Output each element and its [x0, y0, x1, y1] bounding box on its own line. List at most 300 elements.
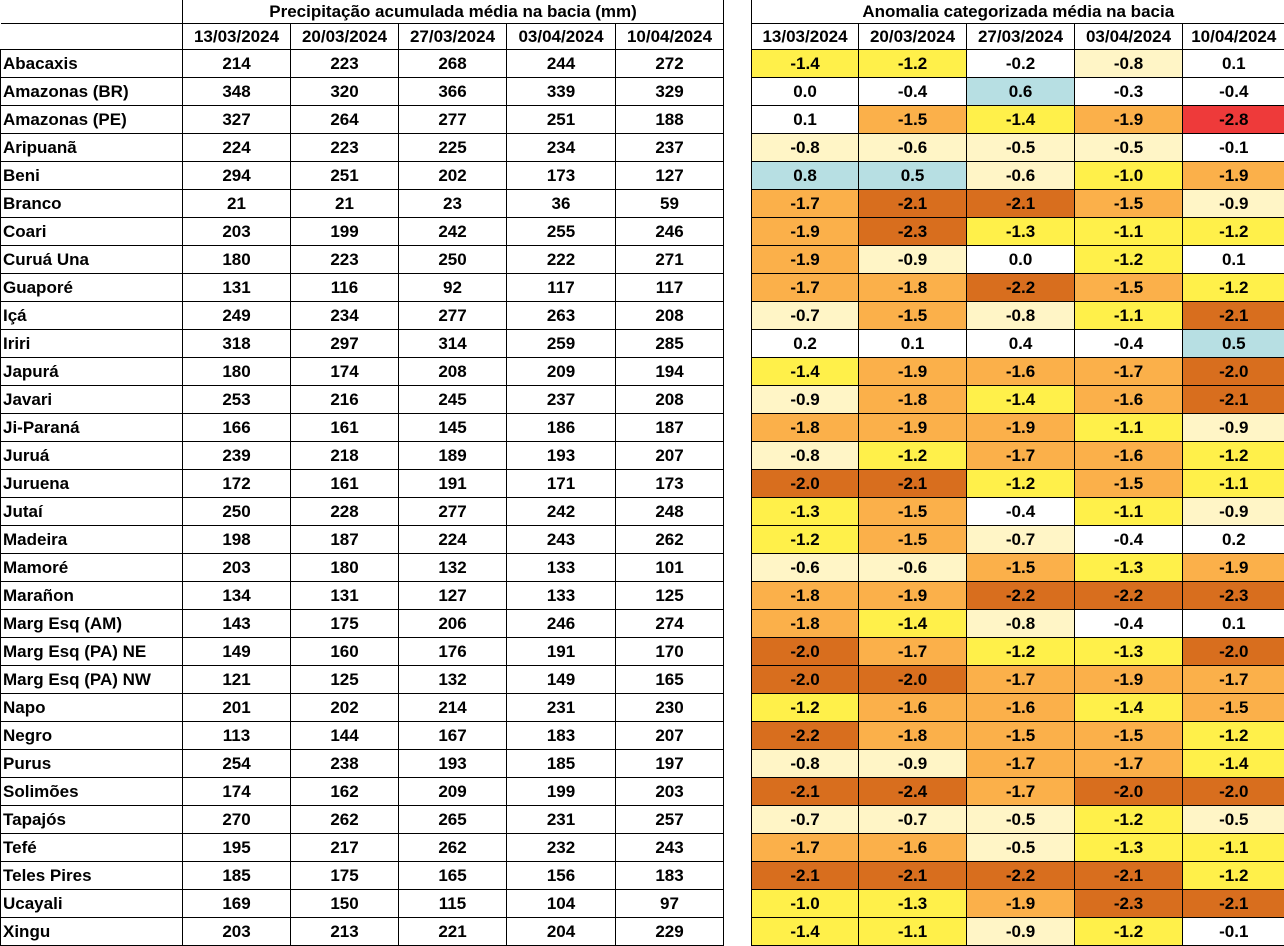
anomaly-cell: -2.1 [1075, 861, 1183, 889]
anomaly-cell: -0.8 [752, 749, 859, 777]
anomaly-cell: 0.5 [1183, 329, 1284, 357]
gap-cell [724, 385, 752, 413]
anomaly-cell: -1.3 [1075, 833, 1183, 861]
precip-cell: 188 [616, 105, 724, 133]
anomaly-cell: -1.0 [752, 889, 859, 917]
precip-cell: 185 [183, 861, 291, 889]
precip-cell: 250 [183, 497, 291, 525]
anomaly-cell: -1.5 [1075, 721, 1183, 749]
table-row [1, 553, 1284, 581]
gap-cell [724, 833, 752, 861]
anomaly-cell: -0.1 [1183, 917, 1284, 945]
gap-cell [724, 441, 752, 469]
anomaly-cell: -0.9 [859, 245, 967, 273]
anomaly-cell: -0.9 [1183, 497, 1284, 525]
anomaly-cell: -1.1 [859, 917, 967, 945]
gap-cell [724, 189, 752, 217]
anomaly-cell: -1.4 [967, 385, 1075, 413]
basin-name: Beni [1, 161, 183, 189]
anom-date-header: 10/04/2024 [1183, 23, 1284, 49]
precip-cell: 186 [507, 413, 616, 441]
anomaly-cell: -1.3 [1075, 553, 1183, 581]
table-row [1, 301, 1284, 329]
precip-cell: 171 [507, 469, 616, 497]
anomaly-cell: -1.2 [752, 693, 859, 721]
precip-cell: 262 [399, 833, 507, 861]
precip-date-header: 13/03/2024 [183, 23, 291, 49]
anomaly-cell: -1.7 [1183, 665, 1284, 693]
precip-cell: 149 [183, 637, 291, 665]
anomaly-cell: -0.5 [967, 133, 1075, 161]
basin-name: Solimões [1, 777, 183, 805]
anomaly-cell: -2.0 [859, 665, 967, 693]
precip-cell: 285 [616, 329, 724, 357]
precip-cell: 131 [183, 273, 291, 301]
precip-cell: 203 [616, 777, 724, 805]
gap-cell [724, 637, 752, 665]
anomaly-cell: 0.1 [1183, 609, 1284, 637]
precip-cell: 327 [183, 105, 291, 133]
basin-name: Napo [1, 693, 183, 721]
precip-cell: 150 [291, 889, 399, 917]
precip-cell: 21 [291, 189, 399, 217]
precip-cell: 224 [399, 525, 507, 553]
table-row [1, 609, 1284, 637]
anomaly-cell: -0.9 [1183, 189, 1284, 217]
precip-cell: 203 [183, 553, 291, 581]
precip-cell: 229 [616, 917, 724, 945]
table-row [1, 581, 1284, 609]
precip-cell: 173 [616, 469, 724, 497]
anomaly-cell: -1.5 [1075, 469, 1183, 497]
anomaly-cell: -0.8 [1075, 49, 1183, 77]
precip-cell: 277 [399, 497, 507, 525]
anomaly-cell: -2.2 [967, 273, 1075, 301]
precip-cell: 366 [399, 77, 507, 105]
anomaly-cell: -2.2 [1075, 581, 1183, 609]
basin-name: Iriri [1, 329, 183, 357]
anomaly-cell: -2.0 [1183, 357, 1284, 385]
gap-cell [724, 105, 752, 133]
table-row [1, 917, 1284, 945]
table-row [1, 357, 1284, 385]
gap-cell [724, 217, 752, 245]
table-row [1, 77, 1284, 105]
precip-cell: 176 [399, 637, 507, 665]
anomaly-cell: 0.2 [752, 329, 859, 357]
precip-cell: 191 [507, 637, 616, 665]
precip-cell: 262 [616, 525, 724, 553]
precip-cell: 216 [291, 385, 399, 413]
gap-cell [724, 609, 752, 637]
precip-cell: 104 [507, 889, 616, 917]
precip-cell: 160 [291, 637, 399, 665]
anomaly-cell: -0.4 [1075, 609, 1183, 637]
anomaly-cell: -1.9 [859, 413, 967, 441]
precip-cell: 239 [183, 441, 291, 469]
precip-cell: 183 [507, 721, 616, 749]
precip-cell: 237 [507, 385, 616, 413]
anomaly-cell: -1.6 [1075, 385, 1183, 413]
precip-cell: 224 [183, 133, 291, 161]
precip-cell: 243 [616, 833, 724, 861]
anomaly-cell: -1.5 [967, 721, 1075, 749]
basin-name: Guaporé [1, 273, 183, 301]
basin-name: Amazonas (BR) [1, 77, 183, 105]
anomaly-cell: -2.1 [859, 469, 967, 497]
anomaly-cell: -2.1 [859, 861, 967, 889]
anomaly-cell: -1.2 [1183, 721, 1284, 749]
table-row [1, 161, 1284, 189]
precip-cell: 209 [507, 357, 616, 385]
precip-cell: 201 [183, 693, 291, 721]
precip-cell: 207 [616, 441, 724, 469]
gap-cell [724, 301, 752, 329]
anomaly-cell: -0.7 [859, 805, 967, 833]
precip-cell: 277 [399, 105, 507, 133]
anomaly-cell: -0.8 [967, 609, 1075, 637]
precip-cell: 217 [291, 833, 399, 861]
precip-cell: 230 [616, 693, 724, 721]
anomaly-cell: -1.7 [967, 749, 1075, 777]
precip-cell: 172 [183, 469, 291, 497]
basin-name: Tefé [1, 833, 183, 861]
precip-cell: 185 [507, 749, 616, 777]
gap-cell [724, 917, 752, 945]
anomaly-cell: -0.9 [752, 385, 859, 413]
anomaly-cell: -0.6 [859, 133, 967, 161]
table-row [1, 49, 1284, 77]
anomaly-cell: 0.4 [967, 329, 1075, 357]
anomaly-cell: -1.2 [1075, 917, 1183, 945]
table-row [1, 385, 1284, 413]
gap-cell [724, 721, 752, 749]
anomaly-cell: -2.1 [1183, 385, 1284, 413]
precip-title: Precipitação acumulada média na bacia (mm) [183, 0, 724, 23]
anomaly-cell: -2.0 [752, 665, 859, 693]
anomaly-cell: -1.2 [859, 49, 967, 77]
anomaly-cell: -1.4 [752, 357, 859, 385]
precip-cell: 125 [291, 665, 399, 693]
anomaly-cell: -2.3 [859, 217, 967, 245]
anomaly-cell: 0.6 [967, 77, 1075, 105]
basin-name: Mamoré [1, 553, 183, 581]
precip-cell: 272 [616, 49, 724, 77]
anom-date-header: 27/03/2024 [967, 23, 1075, 49]
basin-name: Ucayali [1, 889, 183, 917]
precip-cell: 175 [291, 609, 399, 637]
anomaly-cell: -1.1 [1075, 217, 1183, 245]
precip-cell: 121 [183, 665, 291, 693]
anomaly-cell: -0.6 [967, 161, 1075, 189]
anom-date-header: 13/03/2024 [752, 23, 859, 49]
precip-cell: 231 [507, 693, 616, 721]
anomaly-cell: -1.8 [859, 385, 967, 413]
precip-cell: 117 [616, 273, 724, 301]
precip-cell: 132 [399, 553, 507, 581]
table-row [1, 721, 1284, 749]
precip-cell: 36 [507, 189, 616, 217]
anomaly-cell: -0.4 [859, 77, 967, 105]
precip-cell: 161 [291, 413, 399, 441]
precip-cell: 274 [616, 609, 724, 637]
gap-cell [724, 357, 752, 385]
precip-cell: 204 [507, 917, 616, 945]
precip-cell: 320 [291, 77, 399, 105]
anomaly-cell: -1.3 [752, 497, 859, 525]
basin-name: Içá [1, 301, 183, 329]
precip-cell: 208 [399, 357, 507, 385]
precip-cell: 101 [616, 553, 724, 581]
precip-cell: 231 [507, 805, 616, 833]
anomaly-cell: -0.8 [752, 441, 859, 469]
anomaly-cell: -1.1 [1183, 833, 1284, 861]
precip-cell: 193 [399, 749, 507, 777]
precip-cell: 195 [183, 833, 291, 861]
precip-cell: 251 [291, 161, 399, 189]
precip-cell: 203 [183, 217, 291, 245]
basin-name: Tapajós [1, 805, 183, 833]
precip-cell: 234 [507, 133, 616, 161]
precip-cell: 218 [291, 441, 399, 469]
precip-cell: 221 [399, 917, 507, 945]
precip-cell: 243 [507, 525, 616, 553]
precip-cell: 271 [616, 245, 724, 273]
precip-cell: 225 [399, 133, 507, 161]
anomaly-cell: -1.9 [1075, 665, 1183, 693]
precip-cell: 193 [507, 441, 616, 469]
gap-cell [724, 77, 752, 105]
table-row [1, 105, 1284, 133]
anomaly-cell: -1.9 [1183, 161, 1284, 189]
anomaly-cell: -1.2 [752, 525, 859, 553]
anomaly-cell: -1.4 [967, 105, 1075, 133]
anomaly-cell: -1.5 [859, 105, 967, 133]
precip-cell: 189 [399, 441, 507, 469]
precip-cell: 113 [183, 721, 291, 749]
basin-name: Javari [1, 385, 183, 413]
anomaly-cell: -2.1 [1183, 301, 1284, 329]
anomaly-cell: -1.8 [752, 581, 859, 609]
precip-cell: 242 [399, 217, 507, 245]
anomaly-cell: 0.2 [1183, 525, 1284, 553]
table-row [1, 889, 1284, 917]
anomaly-cell: -1.6 [859, 693, 967, 721]
anomaly-cell: -2.3 [1075, 889, 1183, 917]
precip-cell: 187 [616, 413, 724, 441]
precip-cell: 197 [616, 749, 724, 777]
anomaly-cell: 0.0 [752, 77, 859, 105]
precip-cell: 170 [616, 637, 724, 665]
gap-cell [724, 861, 752, 889]
table-row [1, 637, 1284, 665]
precip-date-header: 03/04/2024 [507, 23, 616, 49]
anomaly-cell: -0.7 [967, 525, 1075, 553]
anomaly-cell: -2.0 [1075, 777, 1183, 805]
precip-cell: 198 [183, 525, 291, 553]
precip-cell: 228 [291, 497, 399, 525]
table-row [1, 525, 1284, 553]
precip-date-header: 27/03/2024 [399, 23, 507, 49]
precip-cell: 208 [616, 385, 724, 413]
anomaly-cell: -0.9 [1183, 413, 1284, 441]
precip-cell: 92 [399, 273, 507, 301]
anomaly-cell: -1.2 [1183, 861, 1284, 889]
precip-cell: 174 [183, 777, 291, 805]
precip-cell: 174 [291, 357, 399, 385]
anomaly-cell: 0.1 [1183, 245, 1284, 273]
precip-cell: 127 [616, 161, 724, 189]
precip-cell: 238 [291, 749, 399, 777]
precip-cell: 162 [291, 777, 399, 805]
table-row [1, 273, 1284, 301]
anomaly-cell: -1.2 [1183, 273, 1284, 301]
anomaly-cell: -0.4 [967, 497, 1075, 525]
anomaly-cell: -0.8 [967, 301, 1075, 329]
anomaly-cell: -1.1 [1075, 497, 1183, 525]
precip-cell: 203 [183, 917, 291, 945]
basin-name: Madeira [1, 525, 183, 553]
gap-cell [724, 273, 752, 301]
anomaly-cell: 0.1 [752, 105, 859, 133]
anomaly-cell: -2.8 [1183, 105, 1284, 133]
anomaly-cell: -1.8 [752, 609, 859, 637]
anomaly-cell: -2.1 [967, 189, 1075, 217]
precip-cell: 268 [399, 49, 507, 77]
anomaly-cell: -0.5 [967, 805, 1075, 833]
precip-cell: 263 [507, 301, 616, 329]
anomaly-cell: -1.8 [859, 721, 967, 749]
table-row [1, 413, 1284, 441]
table-row [1, 441, 1284, 469]
anomaly-cell: -1.1 [1183, 469, 1284, 497]
corner-cell [1, 23, 183, 49]
table-row [1, 777, 1284, 805]
gap-cell [724, 49, 752, 77]
anomaly-cell: -1.1 [1075, 413, 1183, 441]
precip-cell: 165 [616, 665, 724, 693]
anomaly-cell: -0.9 [967, 917, 1075, 945]
basin-name: Xingu [1, 917, 183, 945]
basin-name: Japurá [1, 357, 183, 385]
precip-cell: 277 [399, 301, 507, 329]
anomaly-cell: -1.9 [859, 581, 967, 609]
anomaly-cell: -1.6 [967, 693, 1075, 721]
precip-cell: 133 [507, 553, 616, 581]
basin-name: Ji-Paraná [1, 413, 183, 441]
anom-date-header: 03/04/2024 [1075, 23, 1183, 49]
anomaly-cell: -1.7 [967, 665, 1075, 693]
anomaly-cell: -0.7 [752, 301, 859, 329]
anomaly-cell: 0.1 [859, 329, 967, 357]
anomaly-cell: -2.3 [1183, 581, 1284, 609]
anomaly-cell: -2.1 [859, 189, 967, 217]
table-row [1, 665, 1284, 693]
precip-cell: 187 [291, 525, 399, 553]
anomaly-cell: -1.7 [752, 833, 859, 861]
table-row [1, 469, 1284, 497]
table-row [1, 217, 1284, 245]
anomaly-cell: -1.9 [967, 413, 1075, 441]
table-row [1, 189, 1284, 217]
table-row [1, 861, 1284, 889]
basin-name: Juruá [1, 441, 183, 469]
gap-cell [724, 665, 752, 693]
anomaly-cell: -1.4 [752, 917, 859, 945]
precip-cell: 223 [291, 245, 399, 273]
basin-name: Marg Esq (PA) NW [1, 665, 183, 693]
anomaly-cell: -1.8 [752, 413, 859, 441]
precip-cell: 222 [507, 245, 616, 273]
precip-cell: 255 [507, 217, 616, 245]
table-row [1, 833, 1284, 861]
precip-cell: 199 [291, 217, 399, 245]
anomaly-cell: -1.6 [1075, 441, 1183, 469]
anomaly-cell: -1.9 [967, 889, 1075, 917]
anomaly-cell: -2.0 [752, 469, 859, 497]
precip-cell: 209 [399, 777, 507, 805]
gap-cell [724, 133, 752, 161]
precip-cell: 161 [291, 469, 399, 497]
anomaly-cell: -0.5 [1183, 805, 1284, 833]
anomaly-cell: -1.2 [1183, 217, 1284, 245]
precip-cell: 244 [507, 49, 616, 77]
precip-cell: 194 [616, 357, 724, 385]
precip-cell: 173 [507, 161, 616, 189]
anomaly-cell: -1.4 [859, 609, 967, 637]
basin-name: Curuá Una [1, 245, 183, 273]
basin-name: Teles Pires [1, 861, 183, 889]
anomaly-cell: -1.4 [752, 49, 859, 77]
table-body [1, 49, 1284, 945]
anomaly-cell: -0.5 [1075, 133, 1183, 161]
precip-cell: 144 [291, 721, 399, 749]
anomaly-cell: -1.7 [752, 189, 859, 217]
precip-cell: 254 [183, 749, 291, 777]
precip-cell: 132 [399, 665, 507, 693]
gap-cell [724, 161, 752, 189]
basin-name: Juruena [1, 469, 183, 497]
precip-cell: 232 [507, 833, 616, 861]
precip-cell: 262 [291, 805, 399, 833]
anomaly-cell: -0.4 [1075, 329, 1183, 357]
basin-name: Marg Esq (PA) NE [1, 637, 183, 665]
anomaly-cell: -1.7 [1075, 357, 1183, 385]
precip-cell: 202 [399, 161, 507, 189]
table-row [1, 749, 1284, 777]
precip-cell: 339 [507, 77, 616, 105]
precip-cell: 180 [183, 357, 291, 385]
anomaly-cell: -1.8 [859, 273, 967, 301]
precip-cell: 134 [183, 581, 291, 609]
anomaly-cell: -2.1 [752, 777, 859, 805]
basin-name: Purus [1, 749, 183, 777]
anomaly-cell: -1.6 [967, 357, 1075, 385]
anomaly-cell: -2.2 [752, 721, 859, 749]
anomaly-cell: -0.4 [1183, 77, 1284, 105]
precip-cell: 166 [183, 413, 291, 441]
precip-cell: 169 [183, 889, 291, 917]
precip-cell: 59 [616, 189, 724, 217]
gap-cell [724, 805, 752, 833]
precip-cell: 117 [507, 273, 616, 301]
gap-cell [724, 889, 752, 917]
anomaly-cell: -1.9 [752, 217, 859, 245]
precip-cell: 314 [399, 329, 507, 357]
anomaly-cell: -1.5 [1183, 693, 1284, 721]
anomaly-cell: -0.1 [1183, 133, 1284, 161]
anomaly-cell: -1.2 [1183, 441, 1284, 469]
